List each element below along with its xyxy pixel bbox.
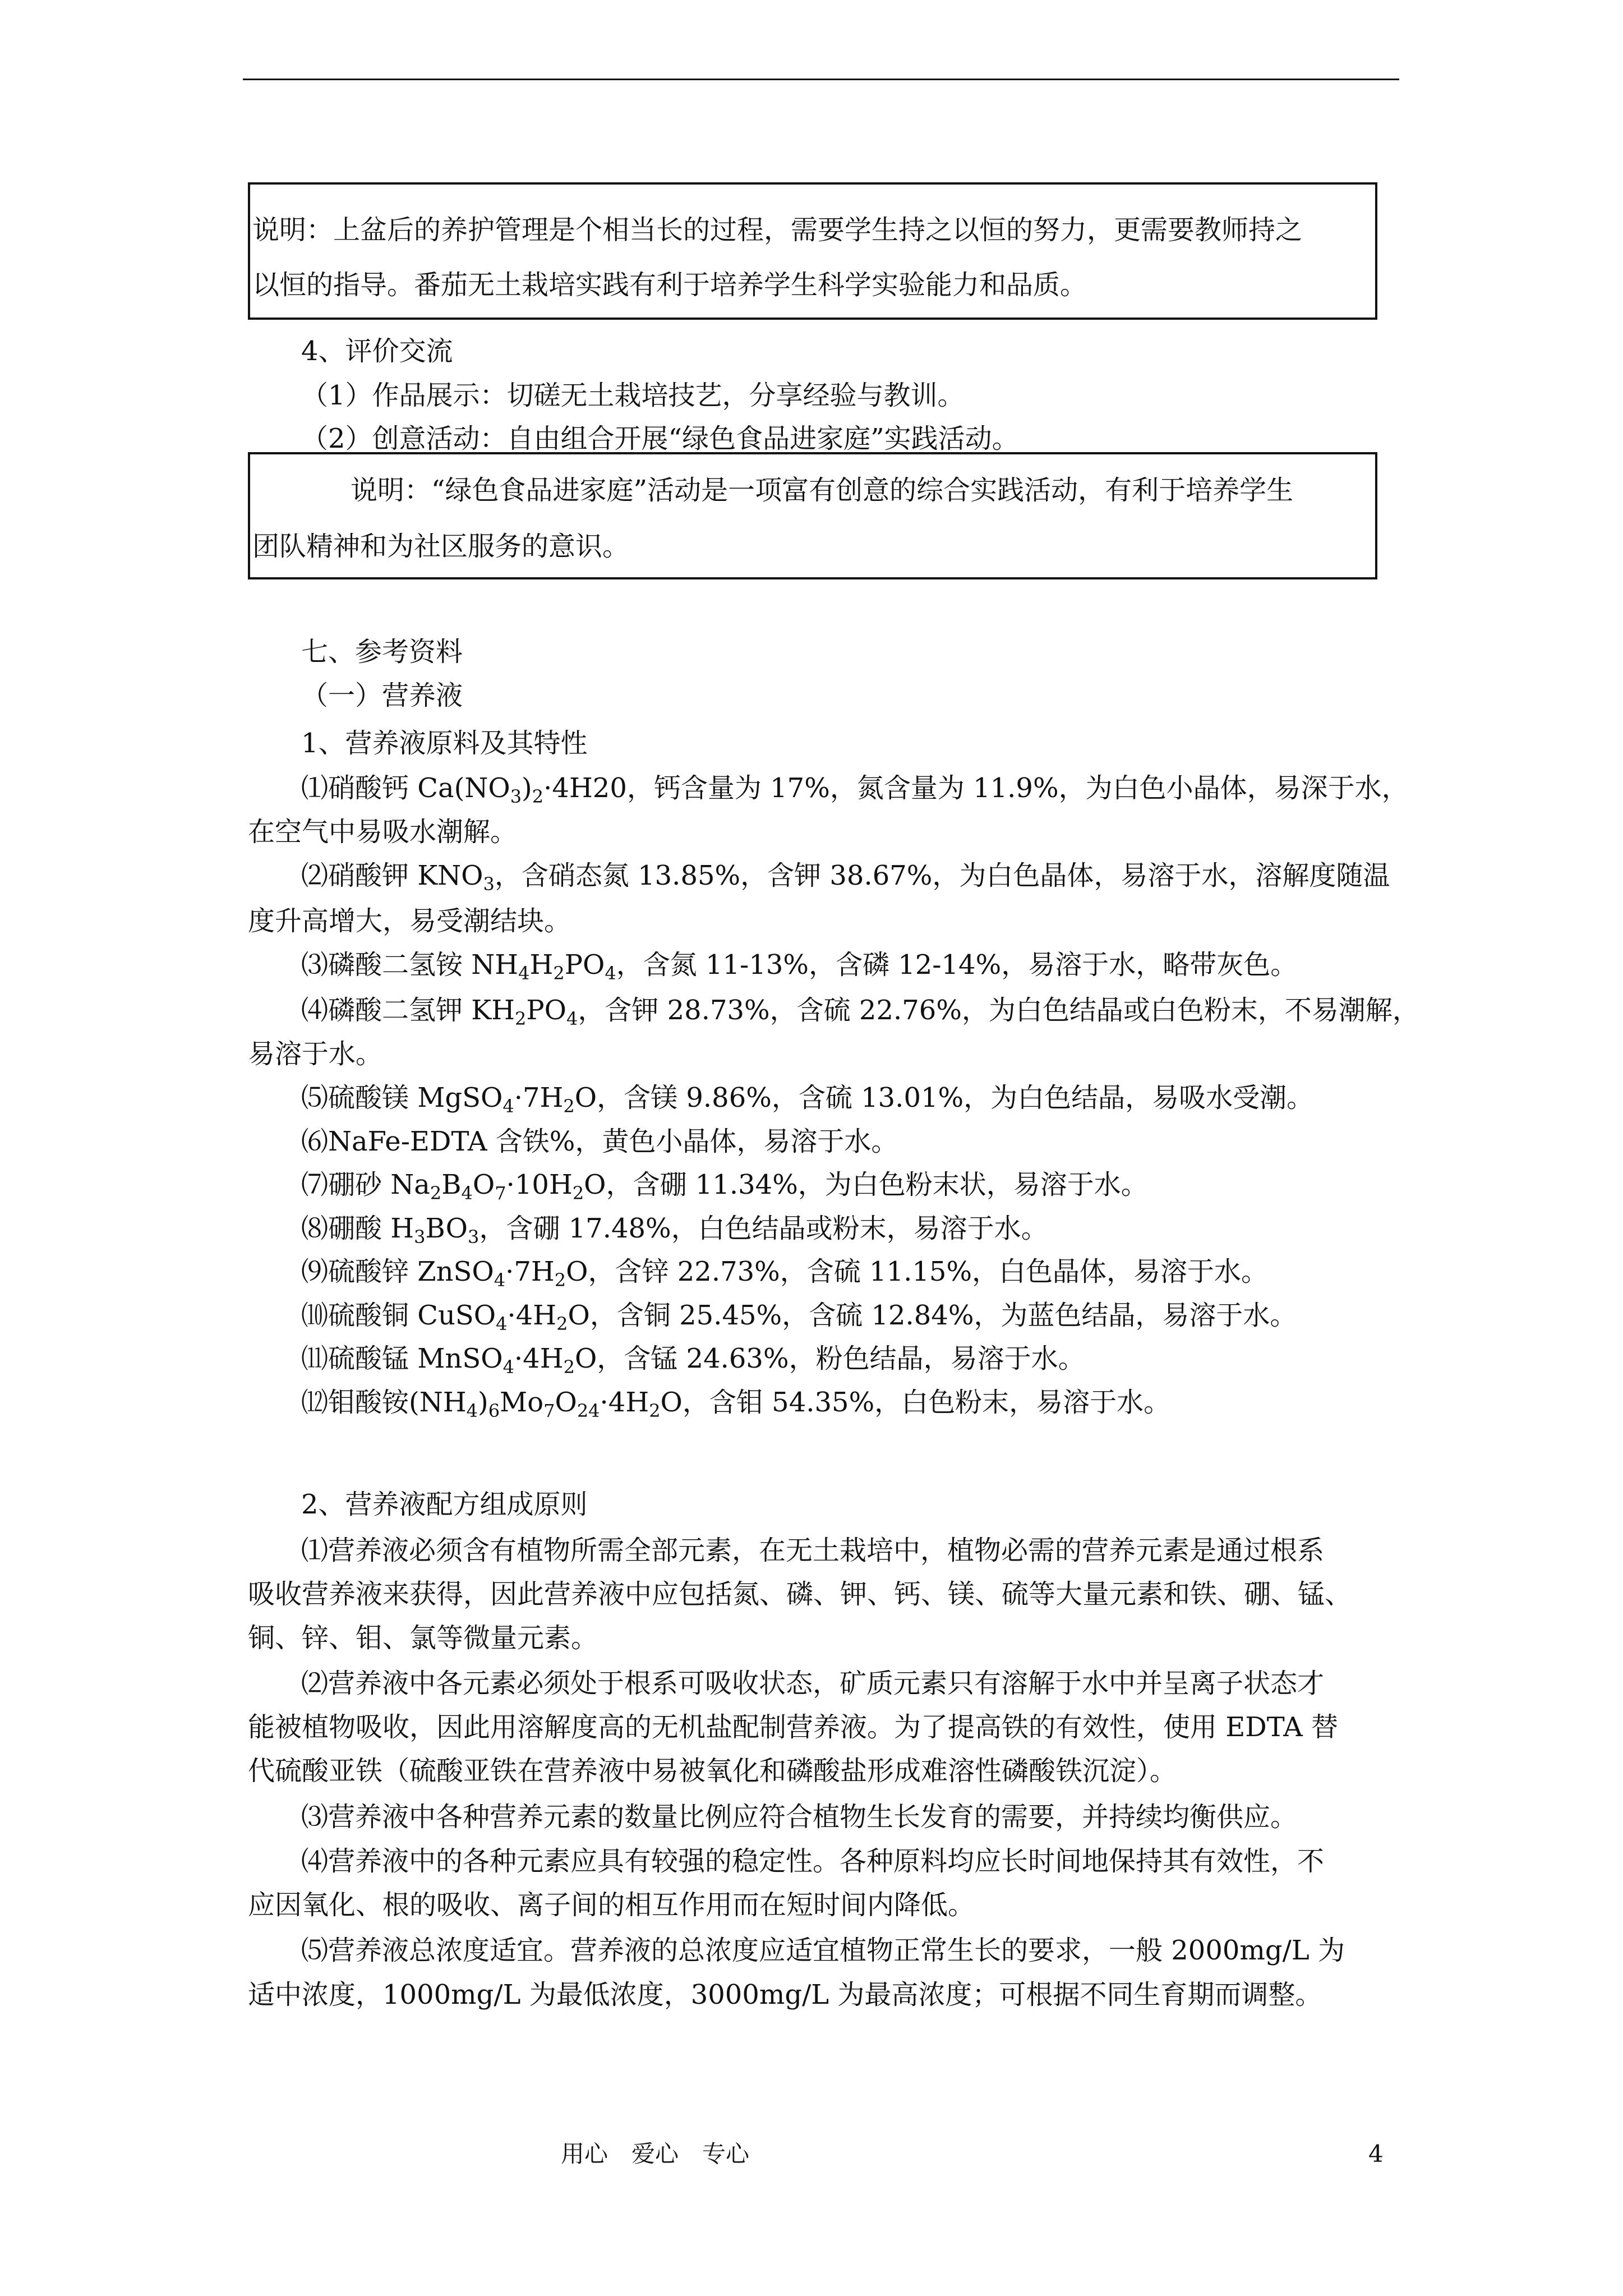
list-item: ⑴硝酸钙 $Ca(NO_3)_2\cdot 4H20$，钙含量为 17%，氮含量为 11.9%，为白色小晶体，易深于水， [301,772,1409,807]
list-item: ⑽硫酸铜 $CuSO_4\cdot 4H_2O$，含铜 25.45%，含硫 12.84%，为蓝色结晶，易溶于水。 [301,1300,1297,1335]
list-item: ⑾硫酸锰 $MnSO_4\cdot 4H_2O$，含锰 24.63%，粉色结晶，易溶于水。 [301,1343,1085,1378]
list-item: ⑹NaFe-EDTA 含铁%，黄色小晶体，易溶于水。 [301,1126,898,1157]
list-item-continued: 易溶于水。 [248,1038,383,1070]
paragraph: ⑸营养液总浓度适宜。营养液的总浓度应适宜植物正常生长的要求，一般 2000mg/L 为 [301,1935,1345,1966]
subsection-heading: 1、营养液原料及其特性 [301,728,588,759]
list-item: ⑵硝酸钾 $KNO_3$，含硝态氮 13.85%，含钾 38.67%，为白色晶体，易溶于水，溶解度随温 [301,860,1390,895]
paragraph-continued: 代硫酸亚铁（硫酸亚铁在营养液中易被氧化和磷酸盐形成难溶性磷酸铁沉淀）。 [248,1755,1177,1787]
list-item-continued: 在空气中易吸水潮解。 [248,816,518,848]
paragraph-continued: 适中浓度，1000mg/L 为最低浓度，3000mg/L 为最高浓度；可根据不同生育期而调整。 [248,1979,1322,2010]
list-item: ⑼硫酸锌 $ZnSO_4\cdot 7H_2O$，含锌 22.73%，含硫 11.15%，白色晶体，易溶于水。 [301,1256,1269,1291]
paragraph: ⑷营养液中的各种元素应具有较强的稳定性。各种原料均应长时间地保持其有效性，不 [301,1846,1325,1877]
paragraph-continued: 铜、锌、钼、氯等微量元素。 [248,1622,598,1654]
list-item: ⑶磷酸二氢铵 $NH_4H_2PO_4$，含氮 11-13%，含磷 12-14%，易溶于水，略带灰色。 [301,949,1298,984]
list-item: （2）创意活动：自由组合开展“绿色食品进家庭”实践活动。 [301,423,1019,454]
paragraph-continued: 能被植物吸收，因此用溶解度高的无机盐配制营养液。为了提高铁的有效性，使用 EDTA 替 [248,1711,1339,1743]
header-rule [243,79,1399,80]
subsection-heading: （一）营养液 [301,680,463,711]
paragraph: ⑶营养液中各种营养元素的数量比例应符合植物生长发育的需要，并持续均衡供应。 [301,1801,1298,1833]
note-text: 团队精神和为社区服务的意识。 [252,531,630,562]
section-heading: 七、参考资料 [301,636,463,668]
list-item: ⑻硼酸 $H_3BO_3$，含硼 17.48%，白色结晶或粉末，易溶于水。 [301,1213,1048,1248]
footer-slogan: 用心 爱心 专心 [561,2140,750,2168]
subsection-heading: 2、营养液配方组成原则 [301,1489,588,1520]
page-number: 4 [1368,2140,1384,2168]
paragraph: ⑴营养液必须含有植物所需全部元素，在无土栽培中，植物必需的营养元素是通过根系 [301,1535,1325,1566]
list-item: ⑸硫酸镁 $MgSO_4\cdot 7H_2O$，含镁 9.86%，含硫 13.01%，为白色结晶，易吸水受潮。 [301,1082,1314,1117]
list-item: ⑿钼酸铵$(NH_4)_6Mo_7O_{24}\cdot 4H_2O$，含钼 54.35%，白色粉末，易溶于水。 [301,1387,1171,1421]
paragraph-continued: 应因氧化、根的吸收、离子间的相互作用而在短时间内降低。 [248,1889,975,1921]
paragraph-continued: 吸收营养液来获得，因此营养液中应包括氮、磷、钾、钙、镁、硫等大量元素和铁、硼、锰、 [248,1579,1352,1610]
note-text: 以恒的指导。番茄无土栽培实践有利于培养学生科学实验能力和品质。 [252,269,1087,301]
note-text: 说明：“绿色食品进家庭”活动是一项富有创意的综合实践活动，有利于培养学生 [351,475,1294,506]
section-heading: 4、评价交流 [301,335,453,367]
list-item: ⑺硼砂 $Na_2B_4O_7\cdot 10H_2O$，含硼 11.34%，为白色粉末状，易溶于水。 [301,1169,1148,1204]
note-text: 说明：上盆后的养护管理是个相当长的过程，需要学生持之以恒的努力，更需要教师持之 [252,214,1303,246]
paragraph: ⑵营养液中各元素必须处于根系可吸收状态，矿质元素只有溶解于水中并呈离子状态才 [301,1668,1325,1699]
list-item-continued: 度升高增大，易受潮结块。 [248,905,571,937]
list-item: ⑷磷酸二氢钾 $KH_2PO_4$，含钾 28.73%，含硫 22.76%，为白色结晶或白色粉末，不易潮解， [301,995,1419,1029]
list-item: （1）作品展示：切磋无土栽培技艺，分享经验与教训。 [301,380,965,411]
